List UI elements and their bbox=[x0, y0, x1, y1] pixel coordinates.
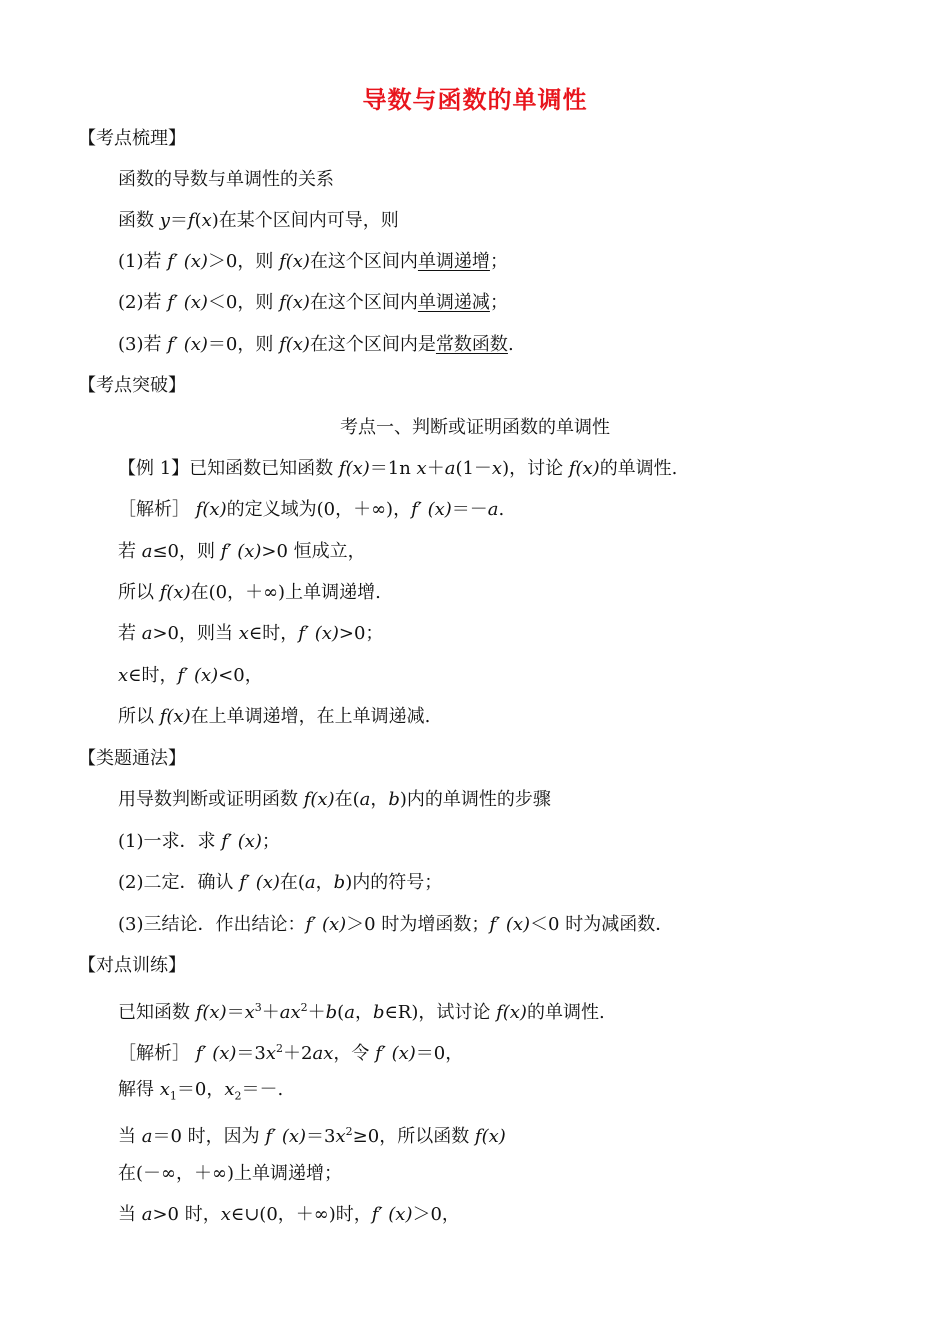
solution-line: 若 a>0，则当 x∈时，f′ (x)>0； bbox=[118, 623, 384, 644]
solution-line: 解得 $x_1=0$，$x_2=-$. bbox=[118, 1079, 284, 1103]
method-step-1: (1)一求．求 f′ (x)； bbox=[118, 831, 280, 852]
solution-line: 在(－∞，＋∞)上单调递增； bbox=[118, 1163, 343, 1184]
example-1: 【例 1】已知函数已知函数 f(x)＝1n x＋a(1－x)，讨论 f(x)的单调性. bbox=[118, 458, 678, 479]
solution-line: 当 a＝0 时，因为 f′ $(x)=3x^2\ge 0$，所以函数 f(x) bbox=[118, 1125, 506, 1147]
solution-line: ［解析］ f′ $(x)=3x^2+2ax$，令 f′ (x)＝0， bbox=[118, 1042, 464, 1064]
method-step-2: (2)二定．确认 f′ (x)在(a，b)内的符号； bbox=[118, 872, 443, 893]
text-line: 函数 y＝f(x)在某个区间内可导，则 bbox=[118, 210, 399, 231]
subsection-title: 考点一、判断或证明函数的单调性 bbox=[340, 417, 610, 438]
text-line: 函数的导数与单调性的关系 bbox=[118, 169, 334, 190]
solution-line: 若 a≤0，则 f′ (x)>0 恒成立， bbox=[118, 541, 366, 562]
method-line: 用导数判断或证明函数 f(x)在(a，b)内的单调性的步骤 bbox=[118, 789, 551, 810]
practice-problem: 已知函数 $f(x)=x^3+ax^2+b(a$，b∈R)，试讨论 f(x)的单调性. bbox=[118, 1001, 605, 1023]
answer-underline: 单调递减 bbox=[417, 292, 490, 313]
solution-line: 所以 f(x)在(0，＋∞)上单调递增. bbox=[118, 582, 381, 603]
section-heading-method: 【类题通法】 bbox=[78, 748, 186, 769]
answer-underline: 常数函数 bbox=[435, 334, 508, 355]
section-heading-practice: 【对点训练】 bbox=[78, 955, 186, 976]
section-heading-review: 【考点梳理】 bbox=[78, 128, 186, 149]
method-step-3: (3)三结论．作出结论：f′ (x)＞0 时为增函数；f′ (x)＜0 时为减函数． bbox=[118, 914, 674, 935]
page-title: 导数与函数的单调性 bbox=[362, 86, 588, 114]
solution-line: 所以 f(x)在上单调递增，在上单调递减. bbox=[118, 706, 431, 727]
condition-2: (2)若 f′ (x)＜0，则 f(x)在这个区间内单调递减； bbox=[118, 292, 508, 313]
solution-line: x∈时，f′ (x)<0， bbox=[118, 665, 263, 686]
section-heading-breakthrough: 【考点突破】 bbox=[78, 375, 186, 396]
solution-line: ［解析］ f(x)的定义域为(0，＋∞)，f′ (x)＝－a. bbox=[118, 499, 505, 520]
condition-3: (3)若 f′ (x)＝0，则 f(x)在这个区间内是常数函数. bbox=[118, 334, 514, 355]
answer-underline: 单调递增 bbox=[417, 251, 490, 272]
solution-line: 当 a>0 时，x∈∪(0，＋∞)时，f′ (x)＞0， bbox=[118, 1204, 460, 1225]
condition-1: (1)若 f′ (x)＞0，则 f(x)在这个区间内单调递增； bbox=[118, 251, 508, 272]
